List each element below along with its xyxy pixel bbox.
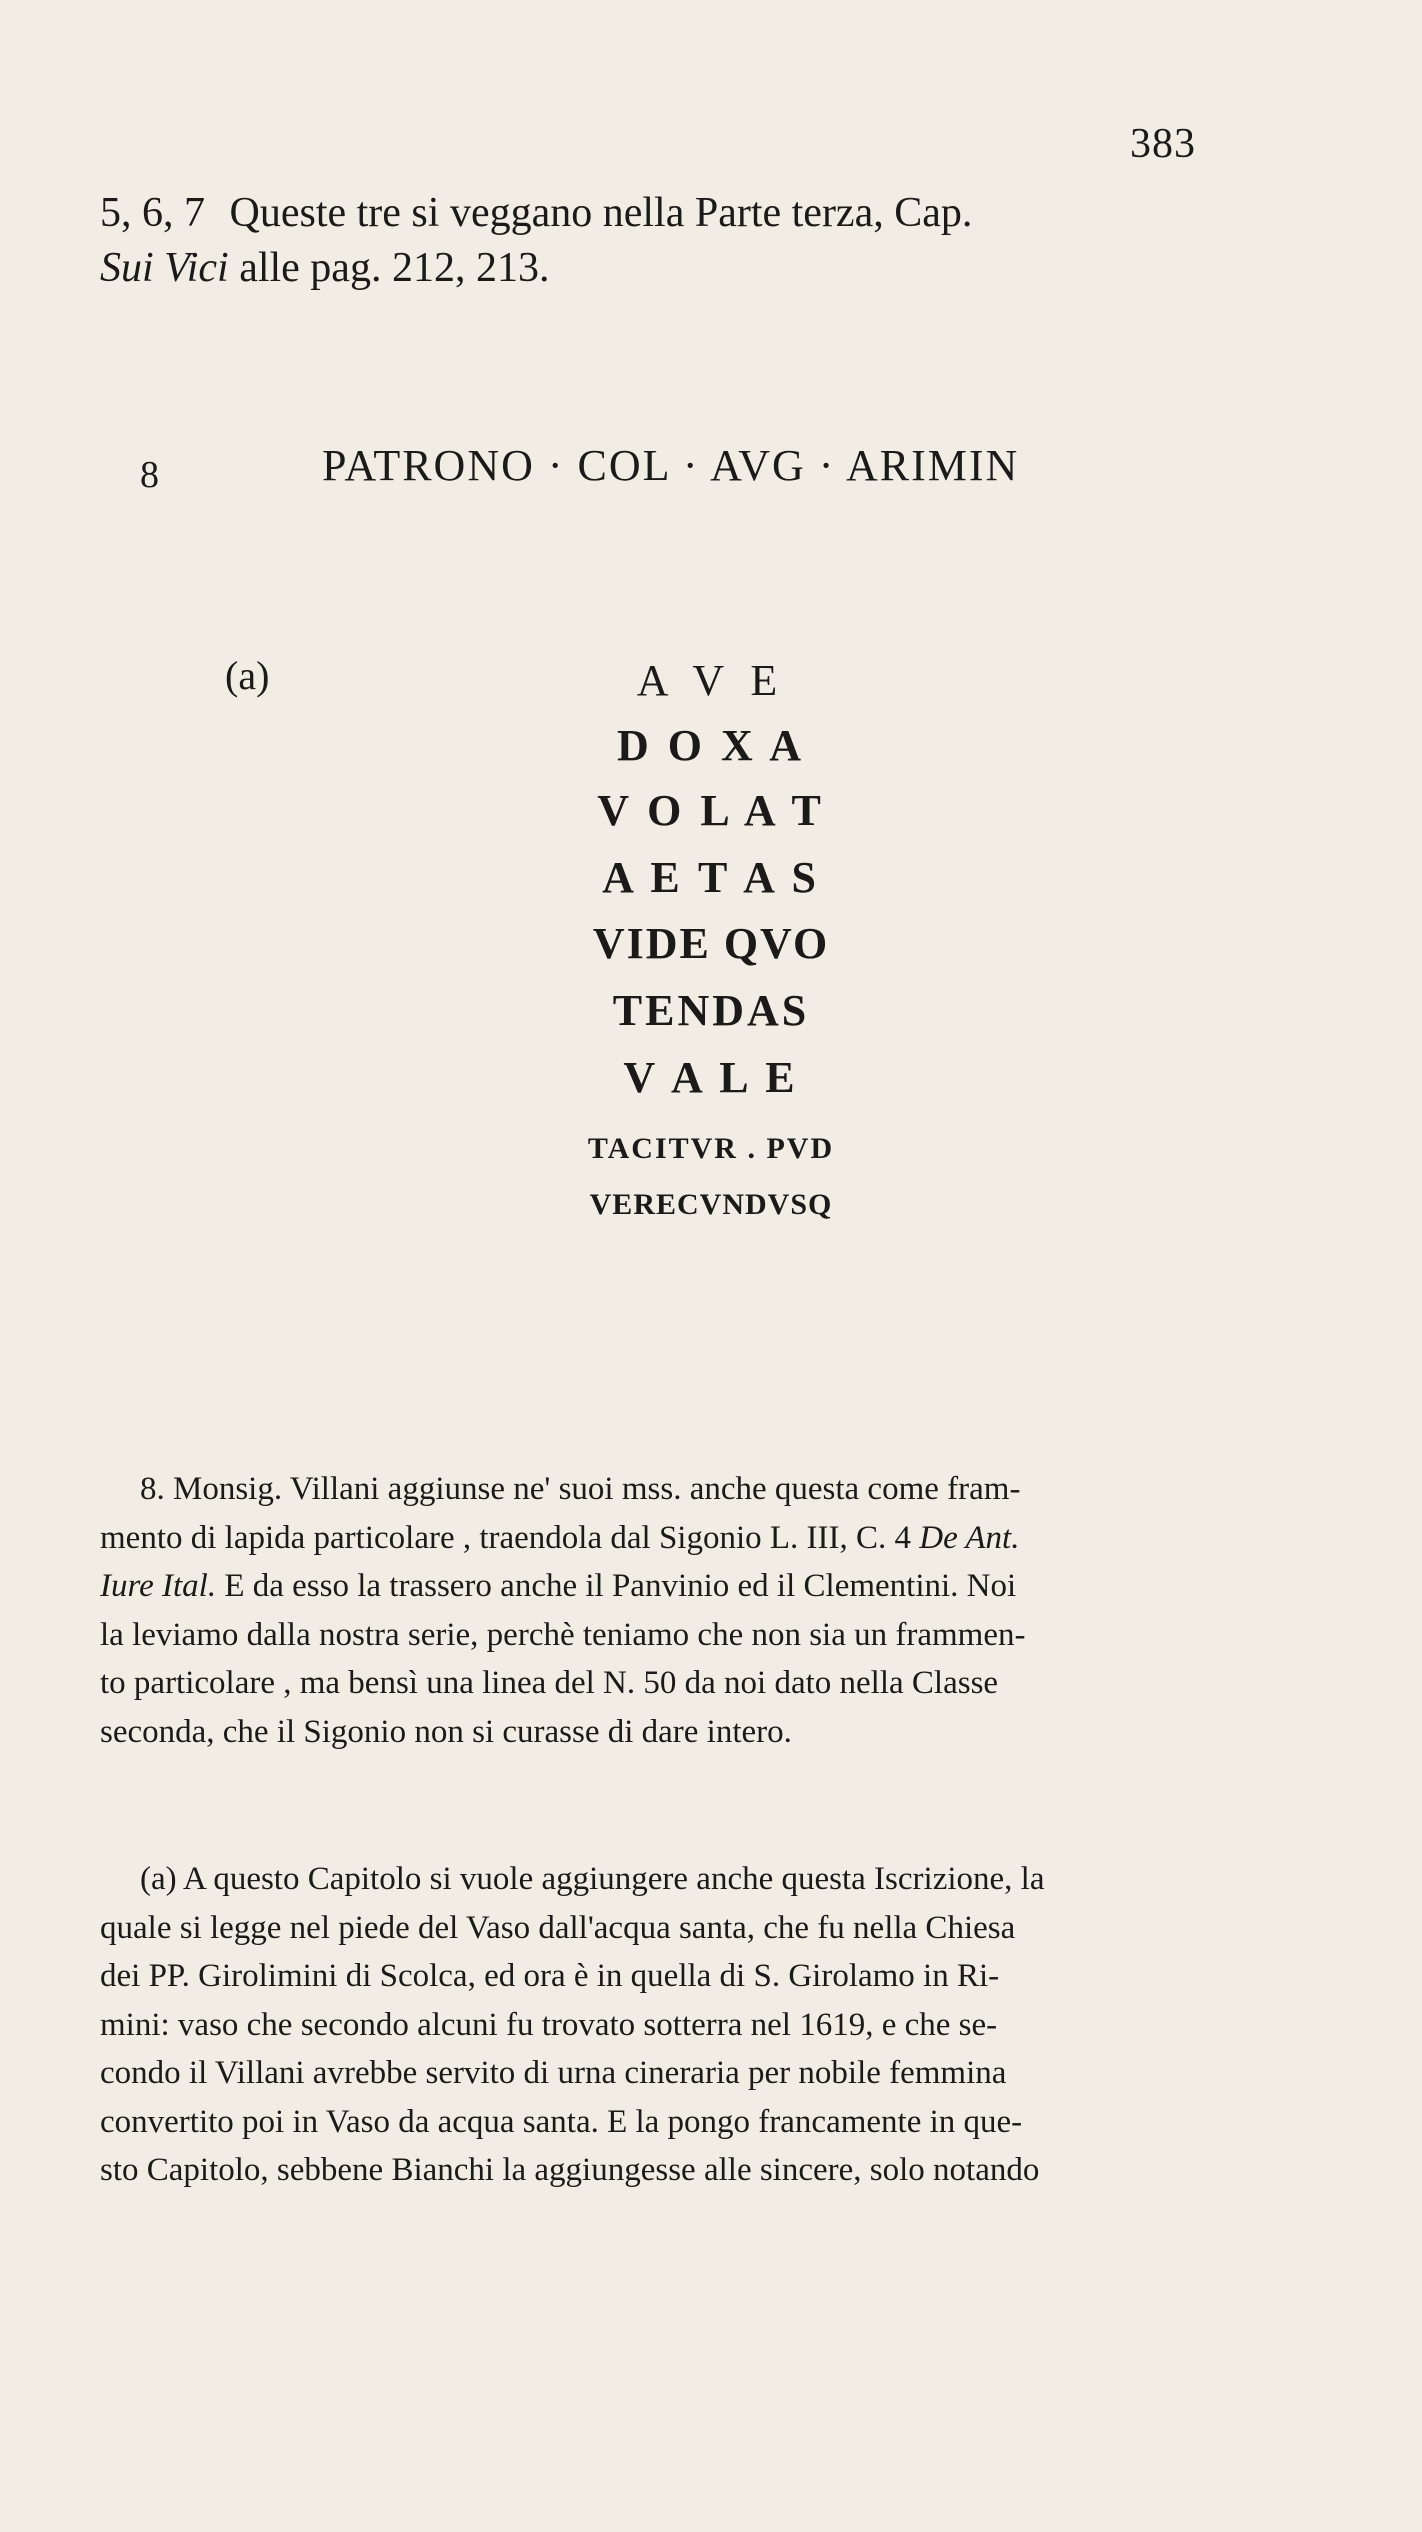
note-a-paragraph (100, 1855, 1322, 2195)
cross-reference-line-2 (100, 240, 549, 296)
note-line: condo il Villani avrebbe servito di urna cineraria per nobile femmina (100, 2055, 1007, 2091)
inscription-8-text: PATRONO · COL · AVG · ARIMIN (322, 441, 1020, 490)
note-line: mini: vaso che secondo alcuni fu trovato sotterra nel 1619, e che se- (100, 2006, 998, 2043)
note-line: 8. Monsig. Villani aggiunse ne' suoi mss. anche questa come fram- (140, 1471, 1021, 1507)
ref-pages: alle pag. 212, 213. (239, 245, 550, 291)
note-line: convertito poi in Vaso da acqua santa. E la pongo francamente in que- (100, 2103, 1023, 2140)
ref-text: Queste tre si veggano nella Parte terza, Cap. (229, 190, 973, 236)
inscription-number: 8 (140, 454, 159, 496)
inscription-line: TACITVR . PVD (587, 1132, 835, 1165)
inscription-a-marker: (a) (225, 653, 270, 698)
note-line: sto Capitolo, sebbene Bianchi la aggiungesse alle sincere, solo notando (100, 2152, 1040, 2188)
note-line: dei PP. Girolimini di Scolca, ed ora è in quella di S. Girolamo in Ri- (100, 1958, 1000, 1994)
note-italic-ref: De Ant. (919, 1519, 1020, 1556)
inscription-line: A V E (636, 656, 786, 705)
inscription-line: A E T A S (602, 853, 820, 902)
ref-numbers: 5, 6, 7 (100, 190, 205, 236)
note-line: Iure Ital. E da esso la trassero anche il Panvinio ed il Clementini. Noi (100, 1568, 1017, 1604)
cross-reference-line-1 (100, 185, 972, 241)
note-line: (a) A questo Capitolo si vuole aggiungere anche questa Iscrizione, la (140, 1861, 1045, 1897)
note-line: mento di lapida particolare , traendola dal Sigonio L. III, C. 4 De Ant. (100, 1519, 1020, 1556)
inscription-line: V A L E (623, 1053, 799, 1102)
inscription-line: D O X A (616, 721, 806, 770)
inscription-line: TENDAS (612, 986, 810, 1035)
page-number: 383 (1130, 121, 1196, 167)
note-line: la leviamo dalla nostra serie, perchè teniamo che non sia un frammen- (100, 1616, 1026, 1653)
note-line: quale si legge nel piede del Vaso dall'acqua santa, che fu nella Chiesa (100, 1909, 1016, 1946)
inscription-line: VIDE QVO (592, 919, 830, 968)
inscription-line: V O L A T (597, 786, 825, 835)
note-8-paragraph (100, 1465, 1322, 1756)
note-line: seconda, che il Sigonio non si curasse di dare intero. (100, 1713, 792, 1750)
inscription-line: VERECVNDVSQ (589, 1188, 833, 1221)
note-line: to particolare , ma bensì una linea del N. 50 da noi dato nella Classe (100, 1665, 999, 1701)
ref-italic-title: Sui Vici (100, 245, 229, 291)
